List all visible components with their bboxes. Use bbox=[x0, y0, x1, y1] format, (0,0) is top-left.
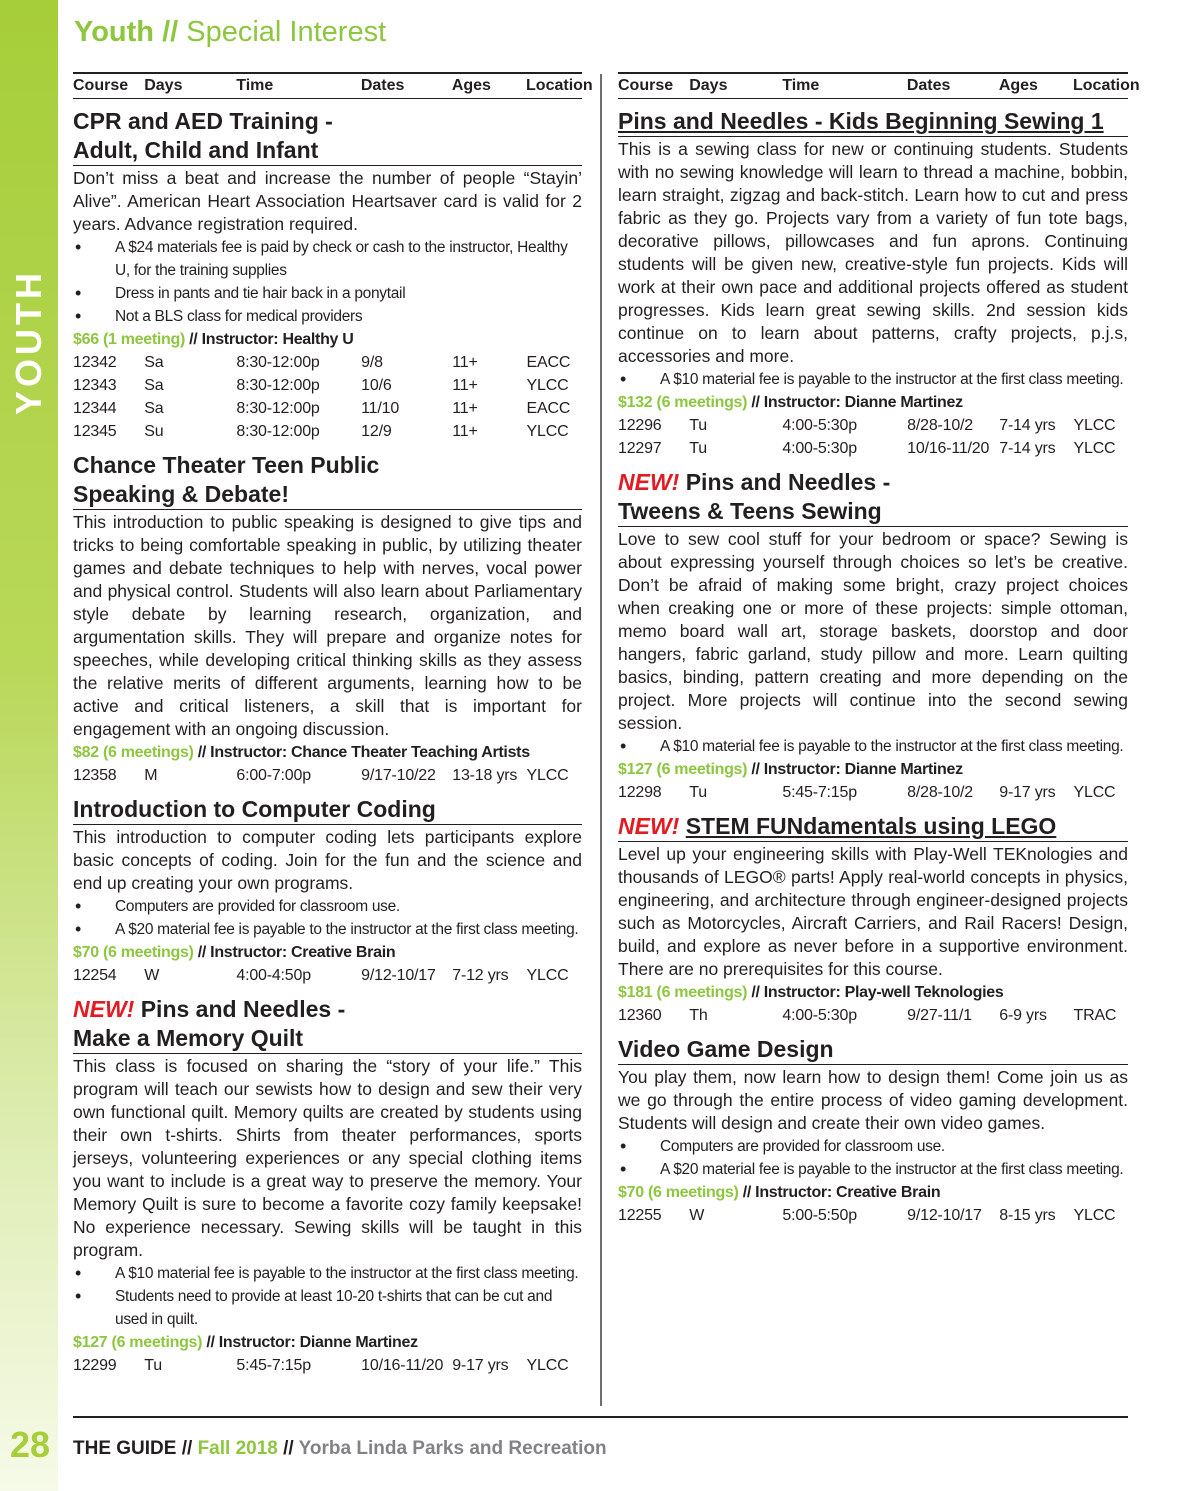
course-block bbox=[73, 451, 582, 787]
bullet-item: • Computers are provided for classroom use. bbox=[618, 1135, 1128, 1158]
header-course: Course bbox=[618, 77, 674, 94]
course-block bbox=[73, 995, 582, 1377]
course-title bbox=[618, 107, 1128, 137]
fee-amount: $132 (6 meetings) bbox=[618, 394, 748, 411]
session-ages: 11+ bbox=[452, 423, 478, 440]
session-days: Tu bbox=[144, 1357, 162, 1374]
course-title bbox=[73, 451, 582, 510]
session-ages: 13-18 yrs bbox=[452, 767, 518, 784]
session-table bbox=[618, 1004, 1128, 1027]
new-badge: NEW! bbox=[618, 469, 680, 495]
session-table bbox=[618, 1204, 1128, 1227]
session-dates: 10/6 bbox=[361, 377, 392, 394]
course-title-text: Chance Theater Teen Public Speaking & Debate! bbox=[73, 452, 380, 507]
session-dates: 9/12-10/17 bbox=[361, 967, 436, 984]
sidebar-label: YOUTH bbox=[8, 269, 49, 415]
session-ages: 8-15 yrs bbox=[999, 1207, 1056, 1224]
footer-season: Fall 2018 bbox=[197, 1438, 278, 1459]
session-table bbox=[618, 781, 1128, 804]
course-description: Don’t miss a beat and increase the number of people “Stayin’ Alive”. American Heart Association Heartsaver card is valid for 2 years. Advance registration required. bbox=[73, 168, 582, 234]
session-days: Tu bbox=[689, 440, 707, 457]
session-days: Tu bbox=[689, 784, 707, 801]
bullet-item: • Students need to provide at least 10-20 t-shirts that can be cut and used in quilt. bbox=[73, 1285, 582, 1331]
session-dates: 10/16-11/20 bbox=[361, 1357, 444, 1374]
course-title bbox=[73, 795, 582, 825]
session-days: Su bbox=[144, 423, 164, 440]
session-dates: 9/17-10/22 bbox=[361, 767, 436, 784]
session-days: M bbox=[144, 767, 158, 784]
course-description: Level up your engineering skills with Play-Well TEKnologies and thousands of LEGO® parts! Apply real-world concepts in physics, engineering, and architecture through engineer-designed projects such as Motorcycles, Aircraft Carriers, and Rail Racers! Design, build, and explore as never before in a supportive environment. There are no prerequisites for this course. bbox=[618, 844, 1128, 979]
fee-line bbox=[73, 328, 582, 351]
session-ages: 7-14 yrs bbox=[999, 440, 1056, 457]
session-time: 5:00-5:50p bbox=[782, 1207, 857, 1224]
session-location: YLCC bbox=[526, 967, 569, 984]
column-divider bbox=[600, 74, 602, 1406]
session-row bbox=[618, 437, 1128, 460]
course-title-text: Pins and Needles - Tweens & Teens Sewing bbox=[618, 469, 891, 524]
course-title bbox=[618, 468, 1128, 527]
fee-amount: $127 (6 meetings) bbox=[73, 1334, 203, 1351]
session-location: YLCC bbox=[1073, 1207, 1116, 1224]
bullet-item: • A $20 material fee is payable to the instructor at the first class meeting. bbox=[73, 918, 582, 941]
session-dates: 9/12-10/17 bbox=[907, 1207, 982, 1224]
session-table bbox=[618, 414, 1128, 460]
header-course: Course bbox=[73, 77, 129, 94]
instructor: // Instructor: Play-well Teknologies bbox=[751, 984, 1004, 1001]
bullet-item: • A $10 material fee is payable to the instructor at the first class meeting. bbox=[618, 368, 1128, 391]
header-ages: Ages bbox=[998, 77, 1038, 94]
session-course-number: 12345 bbox=[73, 423, 117, 440]
session-time: 4:00-4:50p bbox=[236, 967, 311, 984]
session-row bbox=[73, 764, 582, 787]
session-row bbox=[73, 397, 582, 420]
footer-org: Yorba Linda Parks and Recreation bbox=[298, 1438, 607, 1459]
sidebar bbox=[0, 0, 58, 1491]
course-block bbox=[73, 795, 582, 987]
bullet-item: • A $10 material fee is payable to the instructor at the first class meeting. bbox=[73, 1262, 582, 1285]
session-table bbox=[73, 764, 582, 787]
session-table bbox=[73, 1354, 582, 1377]
session-days: Th bbox=[689, 1007, 708, 1024]
session-row bbox=[73, 374, 582, 397]
session-course-number: 12360 bbox=[618, 1007, 662, 1024]
new-badge: NEW! bbox=[73, 996, 135, 1022]
session-table bbox=[73, 964, 582, 987]
session-dates: 11/10 bbox=[361, 400, 400, 417]
session-dates: 9/27-11/1 bbox=[907, 1007, 972, 1024]
course-block bbox=[618, 812, 1128, 1027]
session-course-number: 12358 bbox=[73, 767, 117, 784]
session-location: YLCC bbox=[526, 377, 569, 394]
header-ages: Ages bbox=[451, 77, 491, 94]
instructor: // Instructor: Dianne Martinez bbox=[206, 1334, 418, 1351]
course-title bbox=[73, 107, 582, 166]
page-heading bbox=[74, 16, 386, 49]
bullet-item: • Not a BLS class for medical providers bbox=[73, 305, 582, 328]
heading-section: Youth bbox=[74, 16, 154, 48]
course-title bbox=[618, 1035, 1128, 1065]
session-days: Sa bbox=[144, 377, 164, 394]
fee-amount: $127 (6 meetings) bbox=[618, 761, 748, 778]
session-location: YLCC bbox=[526, 767, 569, 784]
course-title-text: Pins and Needles - Make a Memory Quilt bbox=[73, 996, 346, 1051]
left-column bbox=[73, 72, 593, 1377]
session-days: Sa bbox=[144, 400, 164, 417]
session-location: EACC bbox=[526, 400, 571, 417]
heading-subsection: Special Interest bbox=[186, 16, 387, 48]
session-dates: 9/8 bbox=[361, 354, 383, 371]
session-location: YLCC bbox=[1073, 417, 1116, 434]
course-title-text: Introduction to Computer Coding bbox=[73, 796, 436, 822]
course-title-text: Video Game Design bbox=[618, 1036, 834, 1062]
session-row bbox=[73, 420, 582, 443]
bullet-list bbox=[618, 735, 1128, 758]
session-ages: 6-9 yrs bbox=[999, 1007, 1047, 1024]
course-title bbox=[618, 812, 1128, 842]
right-column bbox=[618, 72, 1140, 1227]
course-block bbox=[618, 107, 1128, 460]
session-time: 8:30-12:00p bbox=[236, 377, 320, 394]
session-time: 4:00-5:30p bbox=[782, 440, 857, 457]
session-row bbox=[618, 1204, 1128, 1227]
bullet-list bbox=[73, 895, 582, 941]
header-location: Location bbox=[1073, 77, 1140, 94]
session-location: YLCC bbox=[1073, 784, 1116, 801]
session-course-number: 12298 bbox=[618, 784, 662, 801]
session-ages: 7-12 yrs bbox=[452, 967, 509, 984]
session-time: 4:00-5:30p bbox=[782, 417, 857, 434]
session-course-number: 12299 bbox=[73, 1357, 117, 1374]
session-table bbox=[73, 351, 582, 443]
course-title-text: Pins and Needles - Kids Beginning Sewing 1 bbox=[618, 108, 1104, 134]
session-ages: 11+ bbox=[452, 400, 478, 417]
course-title bbox=[73, 995, 582, 1054]
heading-separator: // bbox=[162, 16, 179, 48]
bullet-item: • Computers are provided for classroom use. bbox=[73, 895, 582, 918]
session-course-number: 12254 bbox=[73, 967, 117, 984]
course-list-left bbox=[73, 107, 582, 1377]
fee-line bbox=[73, 741, 582, 764]
fee-line bbox=[618, 1181, 1128, 1204]
instructor: // Instructor: Creative Brain bbox=[742, 1184, 941, 1201]
session-dates: 12/9 bbox=[361, 423, 392, 440]
fee-line bbox=[618, 981, 1128, 1004]
instructor: // Instructor: Chance Theater Teaching Artists bbox=[197, 744, 530, 761]
session-ages: 11+ bbox=[452, 354, 478, 371]
session-dates: 8/28-10/2 bbox=[907, 417, 973, 434]
fee-line bbox=[73, 941, 582, 964]
session-location: EACC bbox=[526, 354, 571, 371]
course-description: This is a sewing class for new or continuing students. Students with no sewing knowledge will learn to thread a machine, bobbin, learn straight, zigzag and back-stitch. Learn how to cut and press fabric as they go. Projects vary from a variety of fun tote bags, decorative pillows, pillowcases and fun aprons. Continuing students will be given new, creative-style fun projects. Kids will work at their own pace and additional projects offered as student progresses. Kids learn great sewing skills. 2nd session kids continue on to learn about patterns, crafty projects, p.j.s, accessories and more. bbox=[618, 139, 1128, 366]
bullet-item: • A $10 material fee is payable to the instructor at the first class meeting. bbox=[618, 735, 1128, 758]
bullet-item: • Dress in pants and tie hair back in a ponytail bbox=[73, 282, 582, 305]
bullet-item: • A $20 material fee is payable to the instructor at the first class meeting. bbox=[618, 1158, 1128, 1181]
table-header bbox=[618, 72, 1140, 99]
footer bbox=[73, 1438, 607, 1460]
header-time: Time bbox=[782, 77, 820, 94]
course-block bbox=[73, 107, 582, 443]
session-time: 8:30-12:00p bbox=[236, 423, 320, 440]
bullet-item: • A $24 materials fee is paid by check or cash to the instructor, Healthy U, for the training supplies bbox=[73, 236, 582, 282]
course-block bbox=[618, 1035, 1128, 1227]
session-days: W bbox=[689, 1207, 705, 1224]
session-location: TRAC bbox=[1073, 1007, 1117, 1024]
bullet-list bbox=[73, 236, 582, 328]
session-row bbox=[618, 414, 1128, 437]
session-ages: 7-14 yrs bbox=[999, 417, 1056, 434]
header-dates: Dates bbox=[906, 77, 951, 94]
session-days: W bbox=[144, 967, 160, 984]
instructor: // Instructor: Dianne Martinez bbox=[751, 761, 963, 778]
session-row bbox=[73, 351, 582, 374]
page-number: 28 bbox=[9, 1424, 51, 1465]
session-dates: 8/28-10/2 bbox=[907, 784, 973, 801]
session-course-number: 12343 bbox=[73, 377, 117, 394]
course-list-right bbox=[618, 107, 1128, 1227]
session-days: Tu bbox=[689, 417, 707, 434]
fee-amount: $70 (6 meetings) bbox=[618, 1184, 739, 1201]
new-badge: NEW! bbox=[618, 813, 680, 839]
session-days: Sa bbox=[144, 354, 164, 371]
session-location: YLCC bbox=[526, 1357, 569, 1374]
session-time: 8:30-12:00p bbox=[236, 400, 320, 417]
session-course-number: 12297 bbox=[618, 440, 662, 457]
session-row bbox=[618, 781, 1128, 804]
fee-line bbox=[618, 391, 1128, 414]
footer-rule bbox=[73, 1416, 1128, 1418]
session-time: 6:00-7:00p bbox=[236, 767, 311, 784]
footer-guide: THE GUIDE // bbox=[73, 1438, 193, 1459]
session-time: 8:30-12:00p bbox=[236, 354, 320, 371]
bullet-list bbox=[618, 1135, 1128, 1181]
session-course-number: 12296 bbox=[618, 417, 662, 434]
fee-amount: $66 (1 meeting) bbox=[73, 331, 185, 348]
fee-line bbox=[73, 1331, 582, 1354]
fee-amount: $70 (6 meetings) bbox=[73, 944, 194, 961]
session-time: 5:45-7:15p bbox=[236, 1357, 311, 1374]
session-time: 5:45-7:15p bbox=[782, 784, 857, 801]
header-days: Days bbox=[689, 77, 728, 94]
footer-separator: // bbox=[283, 1438, 294, 1459]
session-location: YLCC bbox=[526, 423, 569, 440]
header-time: Time bbox=[236, 77, 274, 94]
session-time: 4:00-5:30p bbox=[782, 1007, 857, 1024]
fee-amount: $181 (6 meetings) bbox=[618, 984, 748, 1001]
course-title-text: STEM FUNdamentals using LEGO bbox=[685, 813, 1057, 839]
course-block bbox=[618, 468, 1128, 804]
session-course-number: 12344 bbox=[73, 400, 117, 417]
fee-amount: $82 (6 meetings) bbox=[73, 744, 194, 761]
session-row bbox=[618, 1004, 1128, 1027]
session-ages: 11+ bbox=[452, 377, 478, 394]
instructor: // Instructor: Healthy U bbox=[189, 331, 354, 348]
fee-line bbox=[618, 758, 1128, 781]
course-description: Love to sew cool stuff for your bedroom or space? Sewing is about expressing yourself through choices so let’s be creative. Don’t be afraid of making some bright, crazy project choices when creaking one or more of these projects: simple ottoman, memo board wall art, storage baskets, doorstop and door hangers, fabric garland, study pillow and more. Learn quilting basics, binding, pattern creating and more depending on the project. More projects will continue into the second sewing session. bbox=[618, 529, 1128, 733]
bullet-list bbox=[73, 1262, 582, 1331]
session-course-number: 12342 bbox=[73, 354, 117, 371]
table-header bbox=[73, 72, 593, 99]
session-location: YLCC bbox=[1073, 440, 1116, 457]
session-dates: 10/16-11/20 bbox=[907, 440, 990, 457]
header-dates: Dates bbox=[360, 77, 405, 94]
header-location: Location bbox=[526, 77, 593, 94]
session-row bbox=[73, 1354, 582, 1377]
header-days: Days bbox=[144, 77, 183, 94]
bullet-list bbox=[618, 368, 1128, 391]
instructor: // Instructor: Creative Brain bbox=[197, 944, 396, 961]
session-ages: 9-17 yrs bbox=[999, 784, 1056, 801]
course-description: You play them, now learn how to design them! Come join us as we go through the entire process of video gaming development. Students will design and create their own video games. bbox=[618, 1067, 1128, 1133]
session-course-number: 12255 bbox=[618, 1207, 662, 1224]
course-title-text: CPR and AED Training - Adult, Child and Infant bbox=[73, 108, 333, 163]
instructor: // Instructor: Dianne Martinez bbox=[751, 394, 963, 411]
course-description: This class is focused on sharing the “story of your life.” This program will teach our sewists how to design and sew their very own functional quilt. Memory quilts are created by students using their own t-shirts. Shirts from theater performances, sports jerseys, volunteering experiences or any special clothing items you want to include is a great way to preserve the memory. Your Memory Quilt is sure to become a favorite cozy family keepsake! No experience necessary. Sewing skills will be taught in this program. bbox=[73, 1056, 582, 1260]
session-row bbox=[73, 964, 582, 987]
course-description: This introduction to computer coding lets participants explore basic concepts of coding. Join for the fun and the science and end up creating your own programs. bbox=[73, 827, 582, 893]
session-ages: 9-17 yrs bbox=[452, 1357, 509, 1374]
course-description: This introduction to public speaking is designed to give tips and tricks to being comfortable speaking in public, by utilizing theater games and debate techniques to help with nerves, vocal power and physical control. Students will also learn about Parliamentary style debate by learning research, organization, and argumentation skills. They will prepare and organize notes for speeches, while developing critical thinking skills as they assess the relative merits of different arguments, learning how to be active and critical listeners, a skill that is important for engagement with an ongoing discussion. bbox=[73, 512, 582, 739]
